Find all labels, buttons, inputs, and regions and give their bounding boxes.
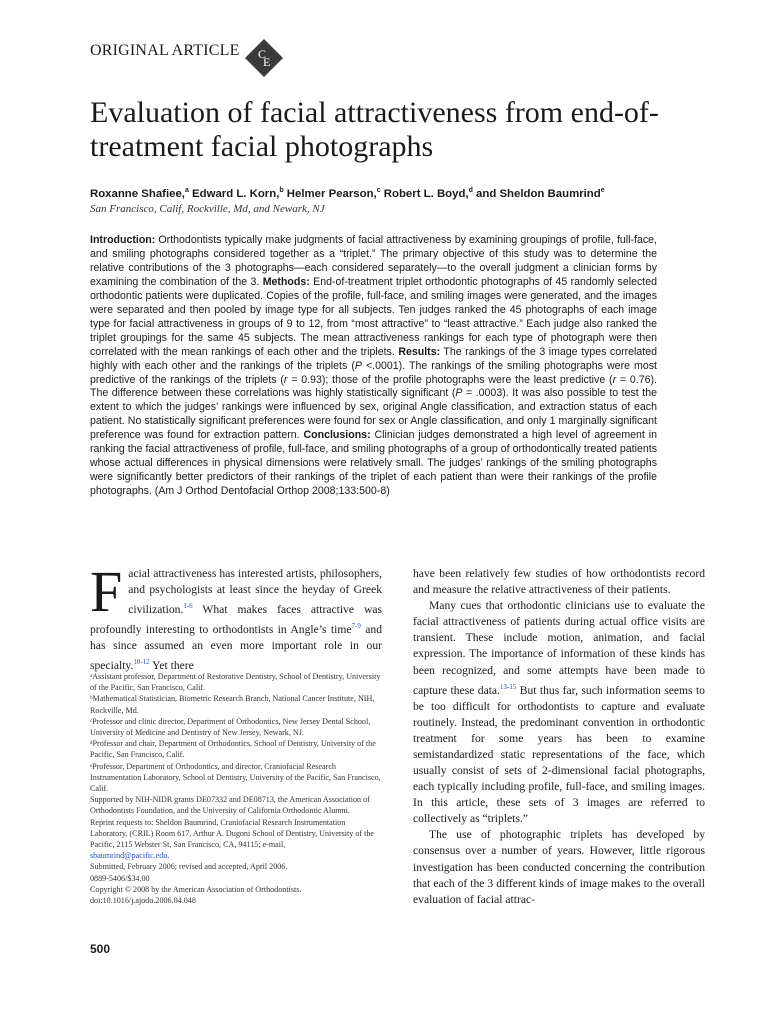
footnote: 0889-5406/$34.00	[90, 873, 150, 883]
abstract-stat-symbol: r	[283, 373, 288, 386]
body-text: acial attractiveness has interested artists, philosophers, and psychologists at least since the heyday of Greek civilization.	[128, 567, 382, 617]
ce-badge-letter-c: C	[258, 47, 267, 61]
footnote: ᵇMathematical Statistician, Biometric Research Branch, National Cancer Institute, NIH, Rockville, Md.	[90, 694, 375, 715]
author-mark: d	[468, 187, 473, 194]
abstract-results-label: Results:	[398, 345, 441, 358]
body-paragraph	[413, 598, 705, 827]
footnote: ᶜProfessor and clinic director, Department of Orthodontics, New Jersey Dental School, University of Medicine and Dentistry of New Jersey, Newark, NJ.	[90, 716, 371, 738]
abstract-intro-text: Orthodontists typically make judgments of facial attractiveness by examining groupings of profile, full-face, and smiling photographs considered together as a “triplet.” The primary objective of this study was to determine the relative contributions of the 3 photographs—each considered separately—to the overall judgment a clinician forms by examining the combination of the 3.	[90, 234, 657, 288]
ce-badge-icon	[244, 38, 284, 78]
abstract	[90, 234, 657, 499]
footnotes	[90, 671, 382, 906]
reference-link[interactable]: 1-6	[183, 602, 193, 611]
author-mark: a	[184, 187, 189, 194]
body-text: Yet there	[149, 659, 194, 673]
author-name: Robert L. Boyd,	[380, 187, 469, 200]
author-name: Helmer Pearson,	[283, 187, 377, 200]
footnote: Supported by NIH-NIDR grants DE07332 and DE08713, the American Association of Orthodontists Foundation, and the University of California Orthodontic Alumni.	[90, 795, 370, 816]
body-column-left	[90, 559, 382, 674]
abstract-results-text: = 0.76). The difference between these correlations was highly statistically significant (	[90, 373, 657, 400]
page-number: 500	[90, 942, 111, 956]
abstract-stat-symbol: P	[455, 387, 463, 400]
author-mark: c	[376, 187, 381, 194]
author-list	[90, 184, 730, 201]
article-kicker: ORIGINAL ARTICLE	[90, 42, 240, 59]
article-title: Evaluation of facial attractiveness from end-of-treatment facial photographs	[90, 96, 659, 163]
author-name: Roxanne Shafiee,	[90, 187, 185, 200]
abstract-stat-symbol: r	[612, 373, 617, 386]
body-column-right	[413, 566, 705, 908]
abstract-conclusions-label: Conclusions:	[303, 429, 371, 442]
body-paragraph: have been relatively few studies of how orthodontists record and measure the relative attractiveness of their patients.	[413, 567, 705, 597]
abstract-results-text: = .0003). It was also possible to test the extent to which the judges’ rankings were influenced by sex, original Angle classification, and extraction status of each patient. No statistically significant preferences were found for sex or Angle classification, and only 1 marginally significant preference was found for extraction pattern.	[90, 387, 658, 442]
footnote: ᵉProfessor, Department of Orthodontics, and director, Craniofacial Research Instrumentation Laboratory, School of Dentistry, University of the Pacific, San Francisco, Calif.	[90, 761, 381, 794]
reference-link[interactable]: 10-12	[133, 658, 150, 667]
reference-link[interactable]: 13-15	[499, 682, 517, 691]
body-text: and has since assumed an even more important role in our specialty.	[90, 623, 382, 673]
abstract-stat-symbol: P	[354, 359, 362, 372]
abstract-results-text: <.0001). The rankings of the smiling photographs were most predictive of the rankings of the triplets (	[90, 359, 657, 386]
body-text: Many cues that orthodontic clinicians use to evaluate the facial attractiveness of patients during actual office visits are transient. These include motion, animation, and facial expression. The importance of information of these kinds has been recognized, and some attempts have been made to capture these data.	[413, 599, 705, 697]
body-paragraph: The use of photographic triplets has developed by consensus over a number of years. However, little rigorous investigation has been conducted concerning the contribution that each of the 3 different kinds of image makes to the overall evaluation of facial attrac-	[413, 828, 705, 906]
abstract-methods-text: End-of-treatment triplet orthodontic photographs of 45 randomly selected orthodontic patients were duplicated. Copies of the profile, full-face, and smiling images were generated, and the images were separated and then pooled by image type for all subjects. Ten judges ranked the 45 photographs of each image type for facial attractiveness in groups of 9 to 12, from “most attractive” to “least attractive.” Each judge also ranked the triplet groupings for the same 45 subjects. The mean attractiveness rankings for each type of photograph were then correlated with the mean rankings of each other and the triplets.	[90, 275, 657, 358]
author-name: Edward L. Korn,	[188, 187, 280, 200]
footnote: Submitted, February 2006; revised and accepted, April 2006.	[90, 862, 288, 872]
footnote: doi:10.1016/j.ajodo.2006.04.048	[90, 896, 196, 906]
body-text: What makes faces attractive was profoundly interesting to orthodontists in Angle’s time	[90, 603, 382, 636]
author-name: and Sheldon Baumrind	[472, 187, 601, 200]
author-mark: e	[600, 187, 605, 194]
footnote-email-link[interactable]: sbaumrind@pacific.edu.	[90, 851, 170, 861]
drop-cap: F	[90, 559, 123, 624]
abstract-intro-label: Introduction:	[90, 234, 156, 246]
author-affiliation: San Francisco, Calif, Rockville, Md, and Newark, NJ	[90, 203, 325, 215]
reference-link[interactable]: 7-9	[351, 622, 361, 631]
footnote: Copyright © 2008 by the American Association of Orthodontists.	[90, 884, 302, 894]
abstract-results-text: = 0.93); those of the profile photographs were the least predictive (	[287, 373, 613, 386]
footnote: Reprint requests to: Sheldon Baumrind, Craniofacial Research Instrumentation Laboratory, (CRIL) Room 617, Arthur A. Dugoni School of Dentistry, University of the Pacific, 2115 Webster St, San Francisco, CA, 94115; e-mail,	[90, 817, 374, 850]
ce-badge-letter-e: E	[263, 55, 271, 69]
abstract-results-text: The rankings of the 3 image types correlated highly with each other and the rankings of the triplets (	[90, 345, 658, 372]
body-text: But thus far, such information seems to be too difficult for orthodontists to capture and evaluate routinely. Instead, the predominant convention in orthodontic treatment for some years has been to examine semistandardized static representations of the face, which usually consist of sets of 2-dimensional facial photographs, each typically including profile, full-face, and smiling images. In this article, these sets of 3 images are referred to collectively as “triplets.”	[413, 683, 705, 826]
abstract-conclusions-text: Clinician judges demonstrated a high level of agreement in ranking the facial attractiveness of profile, full-face, and smiling photographs of a group of orthodontically treated patients whose actual differences in physical dimensions were relatively small. The judges’ rankings of the smiling photographs were significantly better predictors of their rankings of the triplet of each patient than were their rankings of the profile photographs. (Am J Orthod Dentofacial Orthop 2008;133:500-8)	[90, 429, 657, 498]
footnote: ᵃAssistant professor, Department of Restorative Dentistry, School of Dentistry, University of the Pacific, San Francisco, Calif.	[90, 672, 381, 693]
abstract-methods-label: Methods:	[262, 275, 310, 288]
footnote: ᵈProfessor and chair, Department of Orthodontics, School of Dentistry, University of the Pacific, San Francisco, Calif.	[90, 739, 376, 760]
author-mark: b	[279, 187, 284, 194]
